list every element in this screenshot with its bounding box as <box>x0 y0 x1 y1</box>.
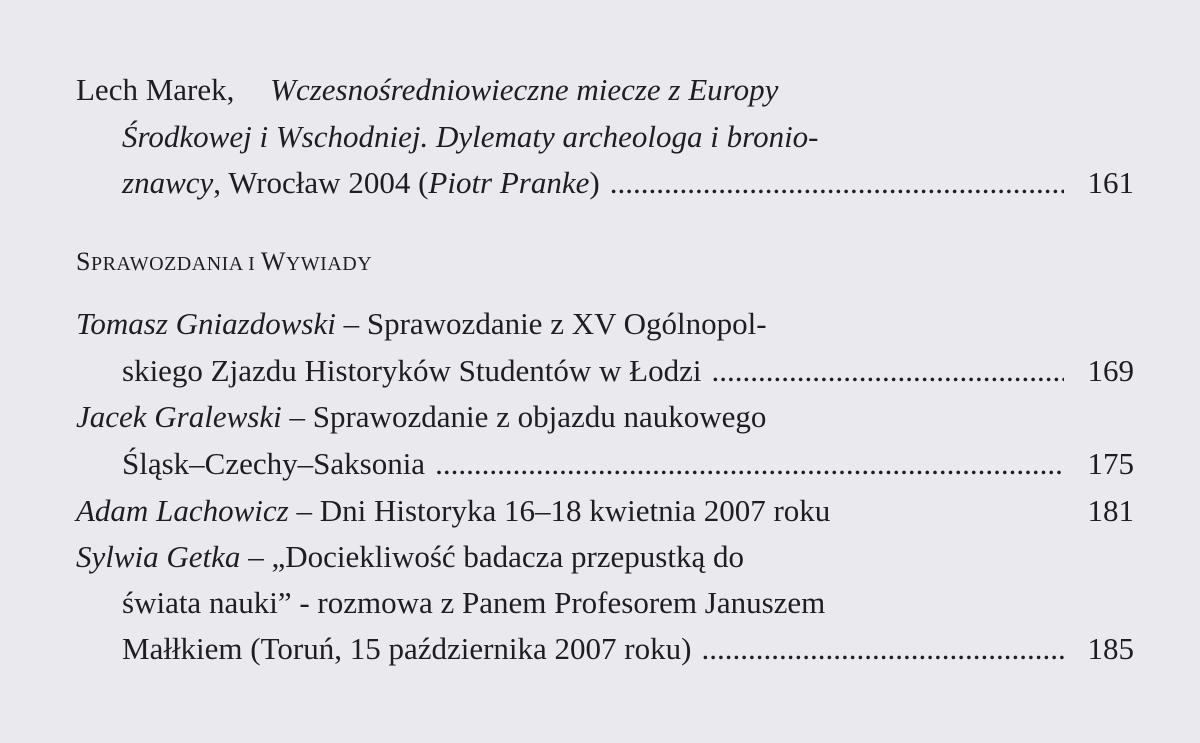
page-number: 175 <box>1087 446 1134 481</box>
toc-entry-gniazdowski-line2 <box>122 351 1134 391</box>
toc-entry-marek-line2 <box>122 117 1066 157</box>
toc-entry-gralewski-line1 <box>76 397 1066 437</box>
entry-author: Adam Lachowicz <box>76 493 289 528</box>
toc-entry-gralewski-line2 <box>122 444 1134 484</box>
toc-entry-lachowicz <box>76 491 1134 531</box>
toc-entry-getka-line1 <box>76 537 1066 577</box>
entry-title: Małłkiem (Toruń, 15 października 2007 roku) <box>122 631 692 666</box>
toc-entry-getka-line3 <box>122 629 1134 669</box>
entry-author: Tomasz Gniazdowski <box>76 306 336 341</box>
entry-title: – Sprawozdanie z objazdu naukowego <box>281 399 767 434</box>
page-number: 181 <box>1087 493 1134 528</box>
entry-title: – „Dociekliwość badacza przepustką do <box>240 539 744 574</box>
entry-title: – Sprawozdanie z XV Ogólnopol- <box>335 306 767 341</box>
entry-title: – Dni Historyka 16–18 kwietnia 2007 roku <box>288 493 831 528</box>
toc-entry-getka-line2 <box>122 583 1066 623</box>
entry-title: Środkowej i Wschodniej. Dylematy archeologa i bronio- <box>122 119 819 154</box>
entry-title: Śląsk–Czechy–Saksonia <box>122 446 426 481</box>
leader-dots <box>610 163 1064 203</box>
entry-author: Sylwia Getka <box>76 539 241 574</box>
leader-dots <box>701 629 1064 669</box>
entry-title: znawcy <box>122 165 214 200</box>
entry-author: Jacek Gralewski <box>76 399 282 434</box>
leader-dots <box>435 444 1064 484</box>
entry-title: Wczesnośredniowieczne miecze z Europy <box>270 72 779 107</box>
page-number: 161 <box>1087 165 1134 200</box>
entry-reviewer: Piotr Pranke <box>428 165 590 200</box>
page-number: 169 <box>1087 353 1134 388</box>
toc-entry-marek-line1 <box>76 70 1066 110</box>
section-heading: SPRAWOZDANIA I WYWIADY <box>76 247 373 276</box>
leader-dots <box>711 351 1064 391</box>
page-number: 185 <box>1087 631 1134 666</box>
toc-entry-gniazdowski-line1 <box>76 304 1066 344</box>
entry-meta: , Wrocław 2004 ( <box>213 165 429 200</box>
entry-title: skiego Zjazdu Historyków Studentów w Łodzi <box>122 353 702 388</box>
entry-title: świata nauki” - rozmowa z Panem Profesorem Januszem <box>122 585 826 620</box>
entry-author: Lech Marek, <box>76 72 235 107</box>
toc-entry-marek-line3: znawcy, Wrocław 2004 (Piotr Pranke) ..... 161 <box>122 163 1134 203</box>
